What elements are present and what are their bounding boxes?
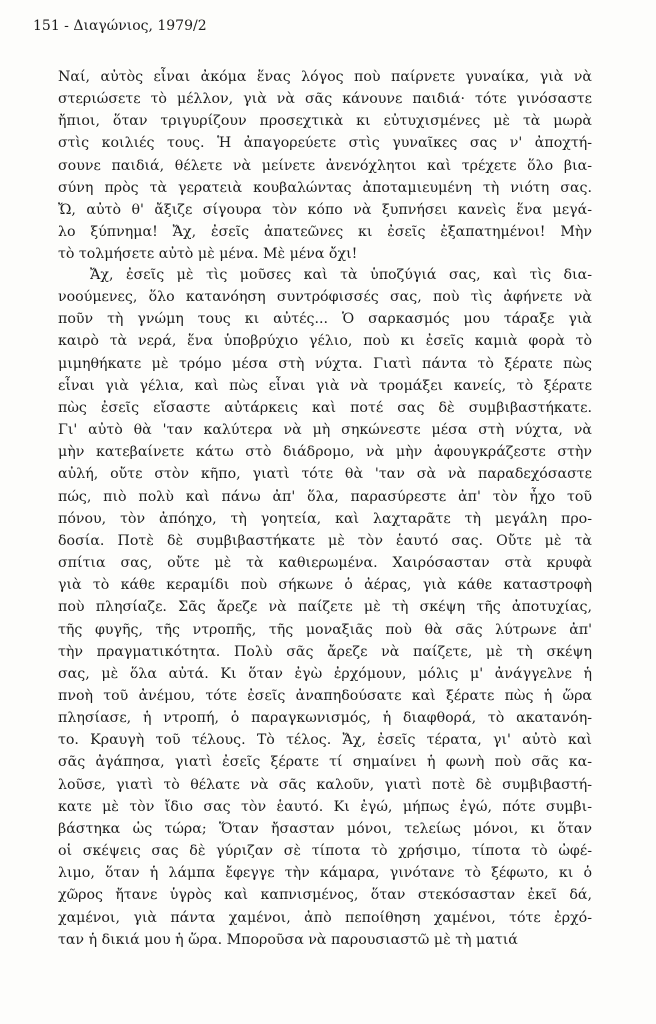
text-line: δοσία. Ποτὲ δὲ συμβιβαστήκατε μὲ τὸν ἑαυτό σας. Οὔτε μὲ τὰ bbox=[58, 532, 592, 549]
text-line: μὴν κατεβαίνετε κάτω στὸ διάδρομο, νὰ μὴν ἀφουγκράζεστε στὴν bbox=[58, 444, 592, 461]
text-line: βάστηκα ὡς τώρα; Ὅταν ἤσασταν μόνοι, τελείως μόνοι, κι ὅταν bbox=[58, 820, 592, 837]
text-line: ποῦν τὴ γνώμη τους κι αὐτές... Ὁ σαρκασμός μου τάραξε γιὰ bbox=[58, 311, 592, 328]
text-line: πόνου, τὸν ἀπόηχο, τὴ γοητεία, καὶ λαχταρᾶτε τὴ μεγάλη προ- bbox=[58, 510, 592, 527]
text-line: οἱ σκέψεις σας δὲ γύριζαν σὲ τίποτα τὸ χρήσιμο, τίποτα τὸ ὠφέ- bbox=[58, 843, 592, 860]
text-line: ταν ἡ δικιά μου ἡ ὥρα. Μποροῦσα νὰ παρουσιαστῶ μὲ τὴ ματιά bbox=[58, 931, 518, 948]
text-line: Ἄχ, ἐσεῖς μὲ τὶς μοῦσες καὶ τὰ ὑποζύγιά σας, καὶ τὶς δια- bbox=[90, 267, 592, 283]
text-line: γιὰ τὸ κάθε κεραμίδι ποὺ σήκωνε ὁ ἀέρας, γιὰ κάθε καταστροφὴ bbox=[58, 577, 592, 594]
text-line: λο ξύπνημα! Ἄχ, ἐσεῖς ἀπατεῶνες κι ἐσεῖς ἐξαπατημένοι! Μὴν bbox=[58, 224, 592, 241]
text-line: πώς, πιὸ πολὺ καὶ πάνω ἀπ' ὅλα, παρασύρεστε ἀπ' τὸν ἦχο τοῦ bbox=[58, 488, 592, 505]
text-line: αὐλή, οὔτε στὸν κῆπο, γιατὶ τότε θὰ 'ταν σὰ νὰ παραδεχόσαστε bbox=[58, 466, 592, 483]
text-line: τὸ τολμήσετε αὐτὸ μὲ μένα. Μὲ μένα ὄχι! bbox=[58, 246, 358, 263]
text-line: πὼς ἐσεῖς εἴσαστε αὐτάρκεις καὶ ποτέ σας δὲ συμβιβαστήκατε. bbox=[58, 399, 592, 416]
text-line: Ὤ, αὐτὸ θ' ἄξιζε σίγουρα τὸν κόπο νὰ ξυπνήσει κανεὶς ἕνα μεγά- bbox=[58, 201, 592, 218]
text-line: τὴν πραγματικότητα. Πολὺ σᾶς ἄρεζε νὰ παίζετε, μὲ τὴ σκέψη bbox=[58, 643, 592, 660]
text-line: νοούμενες, ὅλο κατανόηση συντρόφισσές σας, ποὺ τὶς ἀφήνετε νὰ bbox=[58, 289, 592, 306]
text-line: σύνη πρὸς τὰ γερατειὰ κουβαλώντας ἀποταμιευμένη τὴ νιότη σας. bbox=[58, 179, 592, 196]
paragraph-2 bbox=[58, 264, 592, 951]
text-line: τῆς φυγῆς, τῆς ντροπῆς, τῆς μοναξιᾶς ποὺ θὰ σᾶς λύτρωνε ἀπ' bbox=[58, 621, 592, 638]
text-line: στεριώσετε τὸ μέλλον, γιὰ νὰ σᾶς κάνουνε παιδιά· τότε γινόσαστε bbox=[58, 91, 592, 108]
text-line: λοῦσε, γιατὶ τὸ θέλατε νὰ σᾶς καλοῦν, γιατὶ ποτὲ δὲ συμβιβαστή- bbox=[58, 776, 592, 793]
text-line: ἤπιοι, ὅταν τριγυρίζουν προσεχτικὰ κι εὐτυχισμένες μὲ τὰ μωρὰ bbox=[58, 113, 592, 130]
paragraph-1 bbox=[58, 66, 592, 265]
text-line: χῶρος ἤτανε ὑγρὸς καὶ καπνισμένος, ὅταν στεκόσασταν ἐκεῖ δά, bbox=[58, 887, 592, 904]
text-line: σας, μὲ ὅλα αὐτά. Κι ὅταν ἐγὼ ἐρχόμουν, μόλις μ' ἀνάγγελνε ἡ bbox=[58, 665, 592, 682]
text-line: το. Κραυγὴ τοῦ τέλους. Τὸ τέλος. Ἄχ, ἐσεῖς τέρατα, γι' αὐτὸ καὶ bbox=[58, 732, 592, 749]
text-line: ποὺ πλησίαζε. Σᾶς ἄρεζε νὰ παίζετε μὲ τὴ σκέψη τῆς ἀποτυχίας, bbox=[58, 599, 592, 616]
page-header: 151 - Διαγώνιος, 1979/2 bbox=[33, 18, 207, 34]
text-line: χαμένοι, γιὰ πάντα χαμένοι, ἀπὸ πεποίθηση χαμένοι, τότε ἐρχό- bbox=[58, 909, 592, 926]
text-line: εἶναι γιὰ γέλια, καὶ πὼς εἶναι γιὰ νὰ τρομάξει κανείς, τὸ ξέρατε bbox=[58, 377, 592, 394]
text-line: Ναί, αὐτὸς εἶναι ἀκόμα ἕνας λόγος ποὺ παίρνετε γυναίκα, γιὰ νὰ bbox=[58, 69, 592, 85]
text-line: σπίτια σας, οὔτε μὲ τὰ καθιερωμένα. Χαιρόσασταν στὰ κρυφὰ bbox=[58, 555, 592, 572]
text-line: στὶς κοιλιές τους. Ἡ ἀπαγορεύετε στὶς γυναῖκες σας ν' ἀποχτή- bbox=[58, 135, 592, 152]
text-line: σουνε παιδιά, θέλετε νὰ μείνετε ἀνενόχλητοι καὶ τρέχετε ὅλο βια- bbox=[58, 157, 592, 174]
text-line: σᾶς ἀγάπησα, γιατὶ ἐσεῖς ξέρατε τί σημαίνει ἡ φωνὴ ποὺ σᾶς κα- bbox=[58, 754, 592, 771]
text-line: λιμο, ὅταν ἡ λάμπα ἔφεγγε τὴν κάμαρα, γινότανε τὸ ξέφωτο, κι ὁ bbox=[58, 865, 592, 882]
text-line: μιμηθήκατε μὲ τρόμο μέσα στὴ νύχτα. Γιατὶ πάντα τὸ ξέρατε πὼς bbox=[58, 355, 592, 372]
text-line: Γι' αὐτὸ θὰ 'ταν καλύτερα νὰ μὴ σηκώνεστε μέσα στὴ νύχτα, νὰ bbox=[58, 422, 592, 439]
text-line: κατε μὲ τὸν ἴδιο σας τὸν ἑαυτό. Κι ἐγώ, μήπως ἐγώ, πότε συμβι- bbox=[58, 798, 592, 815]
text-line: πλησίασε, ἡ ντροπή, ὁ παραγκωνισμός, ἡ διαφθορά, τὸ ακατανόη- bbox=[58, 710, 592, 727]
text-line: καιρὸ τὰ νερά, ἕνα ὑποβρύχιο γέλιο, ποὺ κι ἐσεῖς καμιὰ φορὰ τὸ bbox=[58, 333, 592, 350]
text-line: πνοὴ τοῦ ἀνέμου, τότε ἐσεῖς ἀναπηδούσατε καὶ ξέρατε πὼς ἡ ὥρα bbox=[58, 687, 592, 704]
